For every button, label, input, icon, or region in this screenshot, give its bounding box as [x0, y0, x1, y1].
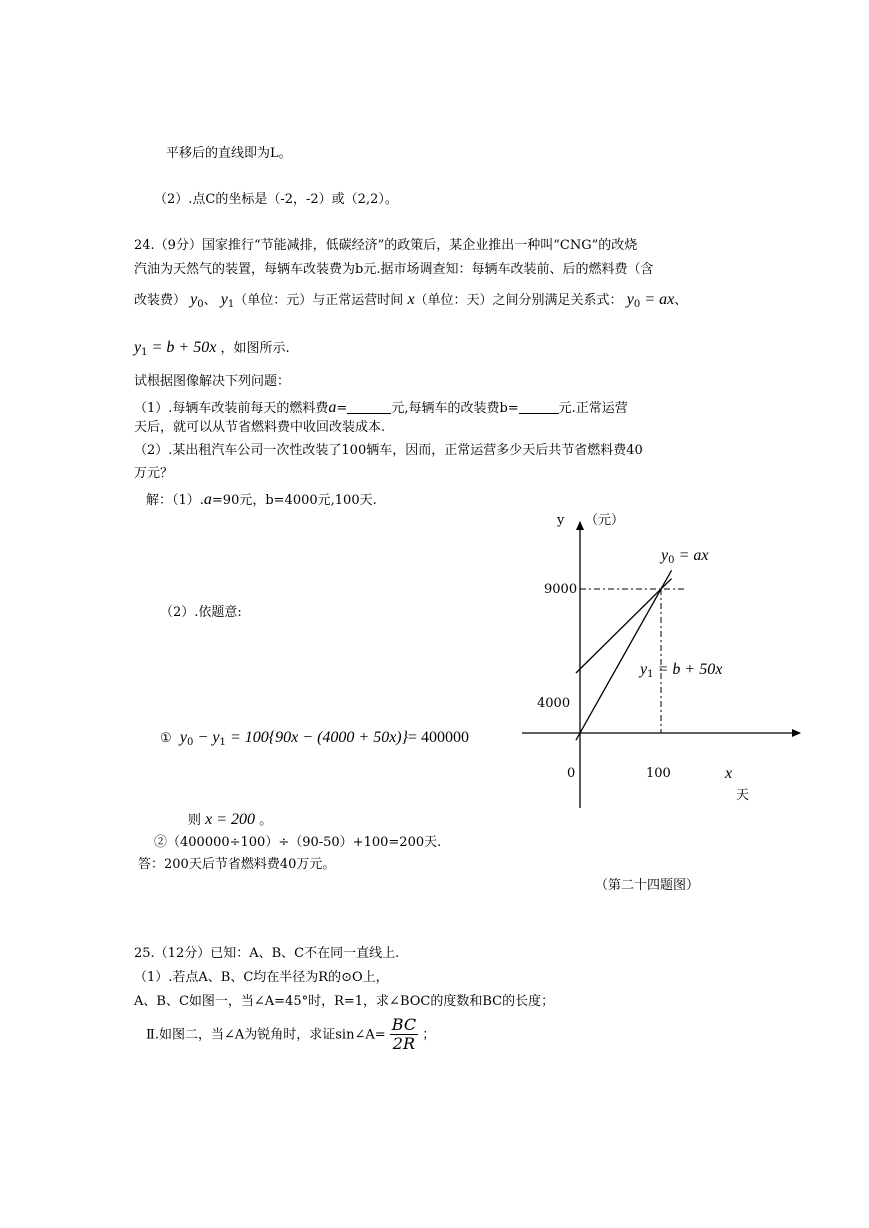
q25-line-a: 25.（12分）已知：A、B、C不在同一直线上. — [134, 946, 400, 961]
part1-line: （1）.每辆车改装前每天的燃料费a= 元,每辆车的改装费b= 元.正常运营 — [134, 399, 628, 416]
tick-9000: 9000 — [544, 582, 578, 597]
line-y0 — [576, 570, 672, 740]
part2-line-a: （2）.某出租汽车公司一次性改装了100辆车，因而，正常运营多少天后共节省燃料费40 — [134, 443, 643, 458]
q24-line-c: 改装费） $y_0$、 $y_1$（单位：元）与正常运营时间 x（单位：天）之间分别满足关系式： $y_0$ = ax、 — [134, 291, 688, 310]
ask-line: 试根据图像解决下列问题： — [134, 374, 291, 389]
origin-label: 0 — [567, 766, 576, 781]
answer-line: 答：200天后节省燃料费40万元。 — [138, 857, 336, 872]
line-y0-label: $y_0$ = ax — [661, 547, 709, 566]
line-y1 — [576, 579, 672, 673]
line-y1-label: $y_1 = b + 50x$ — [640, 661, 723, 680]
part1-line-e: 天后，就可以从节省燃料费中收回改装成本. — [134, 420, 386, 435]
figure-caption: （第二十四题图） — [595, 878, 700, 893]
equation-1: ① $y_0 - y_1 = 100\{90x - (4000 + 50x)\}= 400000$ — [160, 729, 470, 748]
q24-line-a: 24.（9分）国家推行“节能减排，低碳经济”的政策后，某企业推出一种叫“CNG”的改烧 — [134, 238, 638, 253]
y-axis-label: y — [557, 513, 565, 528]
q25-line-d: Ⅱ.如图二，当∠A为锐角时，求证sin∠A= $\frac{BC}{2R}$ ； — [146, 1015, 436, 1054]
x-unit-label: 天 — [736, 788, 750, 803]
line-translate: 平移后的直线即为L。 — [166, 146, 292, 161]
then-line: 则 x = 200 。 — [188, 811, 273, 828]
y-unit-label: （元） — [585, 513, 625, 528]
equation-2: ②（400000÷100）÷（90-50）+100=200天. — [154, 835, 442, 850]
solution-2: （2）.依题意: — [160, 605, 242, 620]
tick-4000: 4000 — [537, 696, 571, 711]
q24-line-b: 汽油为天然气的装置，每辆车改装费为b元.据市场调查知：每辆车改装前、后的燃料费（含 — [134, 262, 654, 277]
q24-line-d: $y_1 = b + 50x$ ，如图所示. — [134, 339, 290, 358]
x-axis-label: x — [725, 765, 733, 782]
tick-100: 100 — [646, 766, 671, 781]
q25-line-c: A、B、C如图一，当∠A=45°时，R=1，求∠BOC的度数和BC的长度； — [134, 994, 555, 1009]
q25-line-b: （1）.若点A、B、C均在半径为R的⊙O上， — [134, 970, 389, 985]
part2-line-b: 万元？ — [134, 466, 174, 481]
line-point-c: （2）.点C的坐标是（-2，-2）或（2,2）。 — [154, 192, 398, 207]
fraction-bc-over-2r: $\frac{BC}{2R}$ — [391, 1015, 417, 1054]
solution-1: 解：（1）.a=90元，b=4000元,100天. — [146, 491, 377, 508]
